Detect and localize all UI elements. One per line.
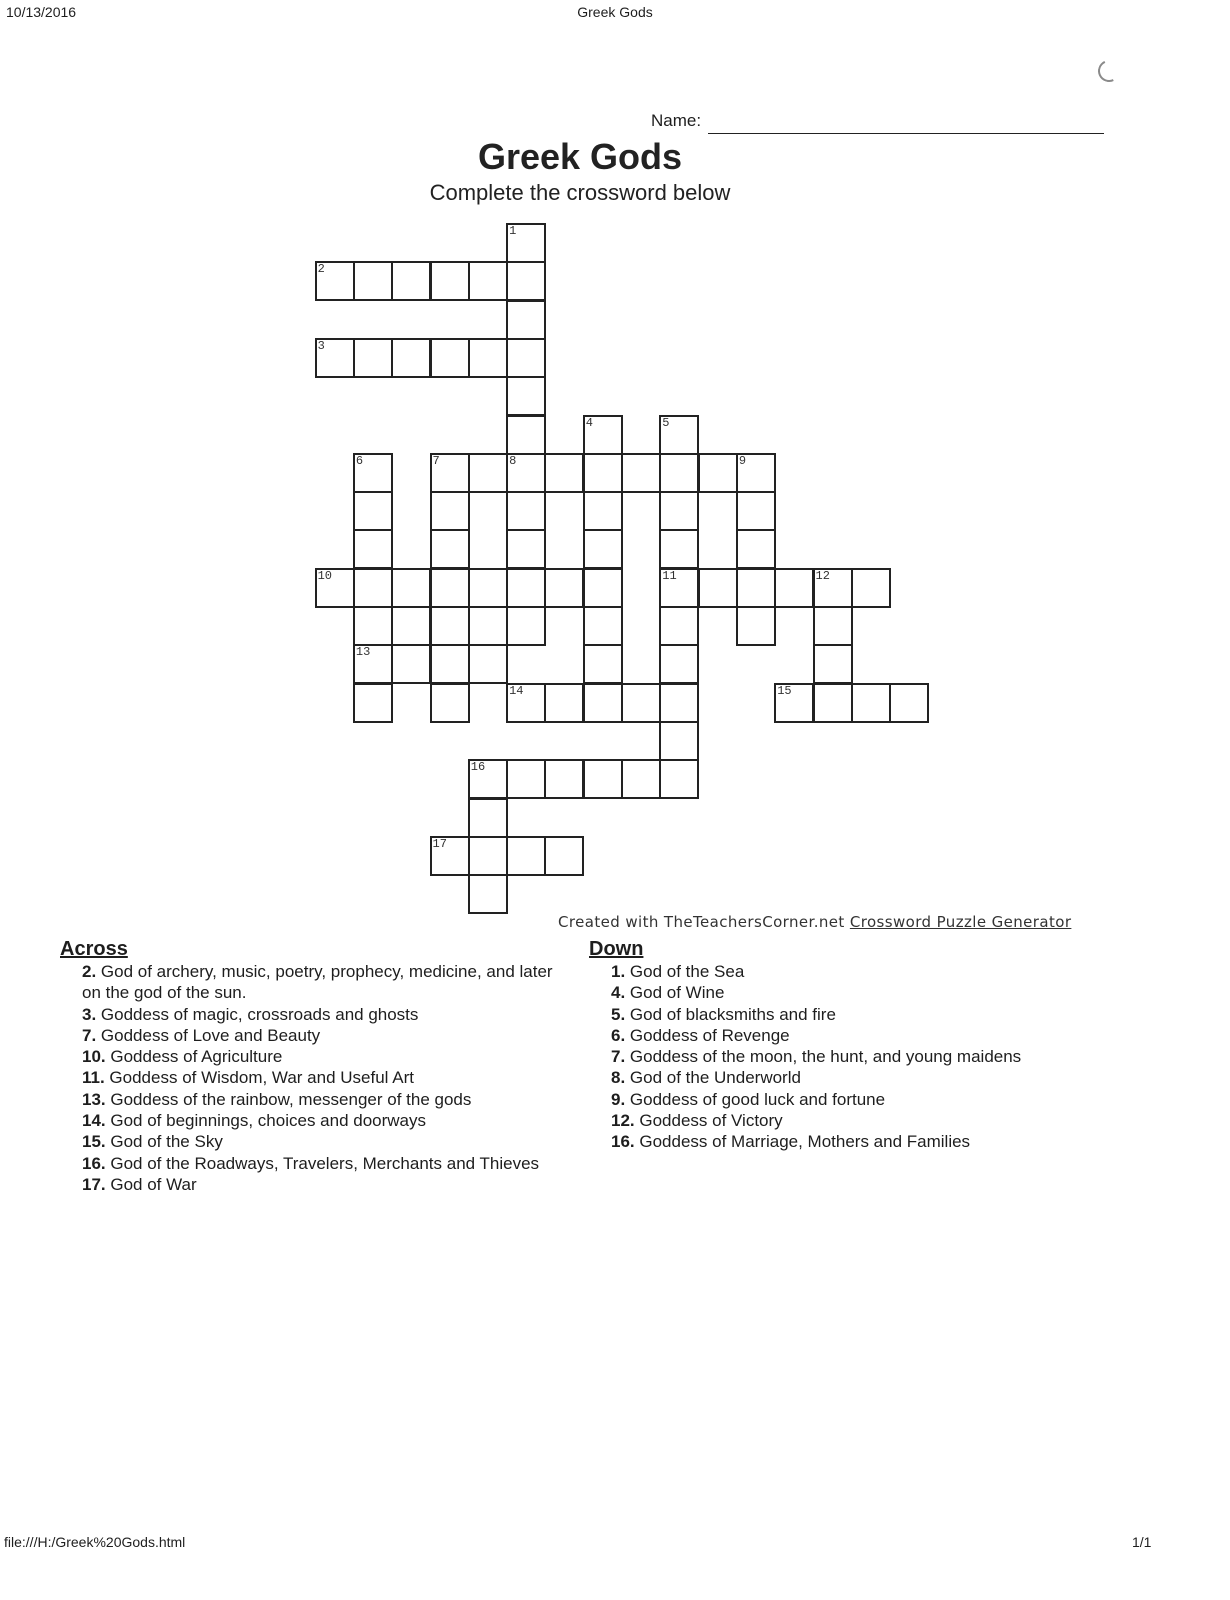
across-clue-list: [82, 961, 566, 1195]
name-label: Name:: [651, 111, 702, 130]
crossword-cell[interactable]: [774, 683, 814, 723]
crossword-cell[interactable]: [621, 453, 661, 493]
crossword-cell[interactable]: [544, 568, 584, 608]
clue-number: 9.: [611, 1089, 626, 1109]
crossword-cell[interactable]: [353, 644, 393, 684]
crossword-cell[interactable]: [430, 683, 470, 723]
crossword-cell[interactable]: [583, 759, 623, 799]
crossword-cell[interactable]: [659, 568, 699, 608]
crossword-cell[interactable]: [659, 415, 699, 455]
across-clue: [82, 1067, 566, 1088]
clue-number: 1.: [611, 962, 626, 981]
crossword-cell[interactable]: [468, 568, 508, 608]
crossword-cell[interactable]: [583, 568, 623, 608]
clue-text: God of the Sky: [105, 1132, 223, 1152]
generator-link[interactable]: Crossword Puzzle Generator: [849, 913, 1072, 931]
crossword-cell[interactable]: [468, 644, 508, 684]
crossword-cell[interactable]: [659, 759, 699, 799]
cell-number: 2: [317, 262, 325, 277]
crossword-cell[interactable]: [430, 261, 470, 301]
clue-text: Goddess of Victory: [634, 1111, 783, 1131]
crossword-cell[interactable]: [430, 836, 470, 876]
across-clue: [82, 1174, 566, 1195]
crossword-cell[interactable]: [659, 644, 699, 684]
crossword-cell[interactable]: [621, 683, 661, 723]
cell-number: 11: [662, 568, 677, 583]
cell-number: 10: [317, 568, 332, 583]
crossword-cell[interactable]: [813, 568, 853, 608]
crossword-cell[interactable]: [430, 606, 470, 646]
crossword-cell[interactable]: [813, 683, 853, 723]
down-clue: [611, 1004, 1131, 1025]
crossword-cell[interactable]: [353, 453, 393, 493]
cell-number: 1: [509, 224, 517, 238]
crossword-cell[interactable]: [468, 261, 508, 301]
clue-text: Goddess of the moon, the hunt, and young maidens: [625, 1047, 1022, 1067]
print-date: 10/13/2016: [6, 4, 77, 20]
crossword-cell[interactable]: [353, 261, 393, 301]
crossword-cell[interactable]: [468, 759, 508, 799]
crossword-cell[interactable]: [506, 223, 546, 263]
clue-number: 17.: [82, 1174, 106, 1194]
clue-number: 16.: [611, 1132, 635, 1152]
crossword-cell[interactable]: [506, 759, 546, 799]
clue-text: Goddess of magic, crossroads and ghosts: [96, 1004, 419, 1024]
clue-text: God of Wine: [625, 983, 725, 1003]
crossword-cell[interactable]: [391, 261, 431, 301]
crossword-cell[interactable]: [391, 644, 431, 684]
clue-number: 12.: [611, 1111, 635, 1131]
clue-text: God of the Roadways, Travelers, Merchants and Thieves: [105, 1153, 540, 1173]
crossword-cell[interactable]: [813, 644, 853, 684]
cell-number: 13: [355, 645, 371, 660]
crossword-cell[interactable]: [468, 874, 508, 914]
cell-number: 16: [470, 760, 486, 775]
clue-text: God of the Underworld: [625, 1068, 801, 1088]
crossword-cell[interactable]: [583, 491, 623, 531]
page-title: Greek Gods: [477, 136, 683, 177]
crossword-cell[interactable]: [583, 606, 623, 646]
clue-text: God of War: [105, 1174, 197, 1194]
down-clue: [611, 1089, 1131, 1110]
crossword-cell[interactable]: [506, 261, 546, 301]
clue-number: 7.: [82, 1025, 97, 1045]
crossword-cell[interactable]: [851, 683, 891, 723]
crossword-cell[interactable]: [506, 338, 546, 378]
cell-number: 5: [662, 415, 670, 430]
cell-number: 3: [317, 338, 325, 353]
across-clue: [82, 1089, 566, 1110]
crossword-cell[interactable]: [468, 453, 508, 493]
crossword-cell[interactable]: [583, 644, 623, 684]
down-clue: [611, 1131, 1131, 1152]
across-heading: Across: [60, 938, 128, 960]
across-clue: [82, 1131, 566, 1152]
footer-url: file:///H:/Greek%20Gods.html: [4, 1534, 186, 1550]
clue-text: God of blacksmiths and fire: [625, 1004, 836, 1024]
crossword-cell[interactable]: [583, 529, 623, 569]
page-subtitle: Complete the crossword below: [429, 180, 731, 205]
crossword-cell[interactable]: [583, 453, 623, 493]
crossword-cell[interactable]: [506, 836, 546, 876]
crossword-cell[interactable]: [468, 798, 508, 838]
crossword-cell[interactable]: [353, 529, 393, 569]
crossword-cell[interactable]: [315, 261, 355, 301]
across-clue: [82, 1153, 566, 1174]
cell-number: 6: [355, 453, 364, 468]
crossword-cell[interactable]: [353, 683, 393, 723]
clue-number: 6.: [611, 1025, 626, 1045]
crossword-cell[interactable]: [468, 836, 508, 876]
crossword-cell[interactable]: [736, 491, 776, 531]
clue-number: 11.: [82, 1068, 105, 1088]
crossword-cell[interactable]: [391, 606, 431, 646]
clue-number: 7.: [611, 1047, 626, 1067]
across-clue: [82, 1110, 566, 1131]
crossword-cell[interactable]: [583, 683, 623, 723]
clue-number: 4.: [611, 983, 626, 1003]
cell-number: 9: [738, 453, 747, 468]
crossword-cell[interactable]: [353, 338, 393, 378]
crossword-cell[interactable]: [659, 721, 699, 761]
cell-number: 12: [815, 568, 830, 583]
crossword-cell[interactable]: [544, 453, 584, 493]
crossword-cell[interactable]: [544, 683, 584, 723]
crossword-cell[interactable]: [315, 568, 355, 608]
down-clue: [611, 961, 1131, 982]
crossword-cell[interactable]: [659, 606, 699, 646]
across-clue: [82, 961, 566, 1004]
crossword-cell[interactable]: [391, 338, 431, 378]
credit-text: Created with TheTeachersCorner.net: [558, 913, 850, 931]
cell-number: 7: [432, 453, 440, 468]
crossword-cell[interactable]: [315, 338, 355, 378]
crossword-cell[interactable]: [506, 529, 546, 569]
crossword-cell[interactable]: [506, 415, 546, 455]
down-clue: [611, 1046, 1131, 1067]
crossword-cell[interactable]: [506, 491, 546, 531]
clue-text: God of beginnings, choices and doorways: [105, 1111, 427, 1131]
crossword-cell[interactable]: [430, 491, 470, 531]
crossword-cell[interactable]: [430, 568, 470, 608]
crossword-cell[interactable]: [506, 683, 546, 723]
crossword-cell[interactable]: [506, 568, 546, 608]
crossword-cell[interactable]: [506, 453, 546, 493]
across-clue: [82, 1025, 566, 1046]
down-clue: [611, 982, 1131, 1003]
credit-line: [558, 913, 1071, 931]
crossword-cell[interactable]: [353, 606, 393, 646]
crossword-cell[interactable]: [813, 606, 853, 646]
clue-text: Goddess of Love and Beauty: [96, 1025, 321, 1045]
crossword-cell[interactable]: [544, 759, 584, 799]
crossword-cell[interactable]: [698, 568, 738, 608]
crossword-cell[interactable]: [544, 836, 584, 876]
clue-number: 2.: [82, 962, 97, 981]
crossword-cell[interactable]: [698, 453, 738, 493]
across-clue: [82, 1046, 566, 1067]
crossword-cell[interactable]: [736, 529, 776, 569]
down-clue: [611, 1025, 1131, 1046]
crossword-cell[interactable]: [353, 491, 393, 531]
clue-number: 3.: [82, 1004, 97, 1024]
down-clue: [611, 1110, 1131, 1131]
crossword-cell[interactable]: [468, 606, 508, 646]
clue-number: 10.: [82, 1047, 106, 1067]
crossword-cell[interactable]: [659, 453, 699, 493]
print-header-title: Greek Gods: [577, 4, 653, 20]
cell-number: 14: [509, 683, 524, 698]
crossword-cell[interactable]: [353, 568, 393, 608]
crossword-cell[interactable]: [659, 683, 699, 723]
clue-text: Goddess of Revenge: [625, 1025, 790, 1045]
cell-number: 15: [777, 683, 792, 698]
crossword-cell[interactable]: [506, 606, 546, 646]
clue-text: Goddess of Marriage, Mothers and Families: [634, 1132, 971, 1152]
clue-number: 13.: [82, 1089, 106, 1109]
clue-number: 5.: [611, 1004, 626, 1024]
crossword-cell[interactable]: [736, 606, 776, 646]
crossword-cell[interactable]: [659, 491, 699, 531]
cell-number: 17: [432, 836, 447, 851]
footer-page-number: 1/1: [1132, 1534, 1152, 1550]
clue-number: 8.: [611, 1068, 626, 1088]
clue-text: God of archery, music, poetry, prophecy, medicine, and later on the god of the sun.: [82, 962, 553, 1003]
clue-number: 15.: [82, 1132, 106, 1152]
crossword-cell[interactable]: [659, 529, 699, 569]
crossword-cell[interactable]: [736, 453, 776, 493]
name-field[interactable]: [708, 133, 1104, 134]
clue-number: 16.: [82, 1153, 106, 1173]
crossword-cell[interactable]: [468, 338, 508, 378]
crossword-cell[interactable]: [430, 644, 470, 684]
loading-spinner-icon: [1095, 57, 1123, 85]
clue-text: Goddess of good luck and fortune: [625, 1089, 886, 1109]
crossword-cell[interactable]: [736, 568, 776, 608]
down-clue-list: [611, 961, 1131, 1153]
crossword-cell[interactable]: [430, 453, 470, 493]
clue-text: Goddess of Wisdom, War and Useful Art: [104, 1068, 414, 1088]
clue-text: Goddess of the rainbow, messenger of the gods: [105, 1089, 472, 1109]
crossword-cell[interactable]: [506, 300, 546, 340]
crossword-cell[interactable]: [583, 415, 623, 455]
clue-text: God of the Sea: [625, 962, 745, 981]
crossword-cell[interactable]: [506, 376, 546, 416]
crossword-cell[interactable]: [889, 683, 929, 723]
crossword-cell[interactable]: [430, 529, 470, 569]
down-heading: Down: [589, 938, 644, 960]
across-clue: [82, 1004, 566, 1025]
clue-text: Goddess of Agriculture: [105, 1047, 283, 1067]
cell-number: 4: [585, 415, 593, 430]
crossword-cell[interactable]: [621, 759, 661, 799]
crossword-cell[interactable]: [774, 568, 814, 608]
crossword-cell[interactable]: [851, 568, 891, 608]
crossword-cell[interactable]: [430, 338, 470, 378]
cell-number: 8: [509, 453, 517, 468]
crossword-cell[interactable]: [391, 568, 431, 608]
down-clue: [611, 1067, 1131, 1088]
clue-number: 14.: [82, 1111, 106, 1131]
